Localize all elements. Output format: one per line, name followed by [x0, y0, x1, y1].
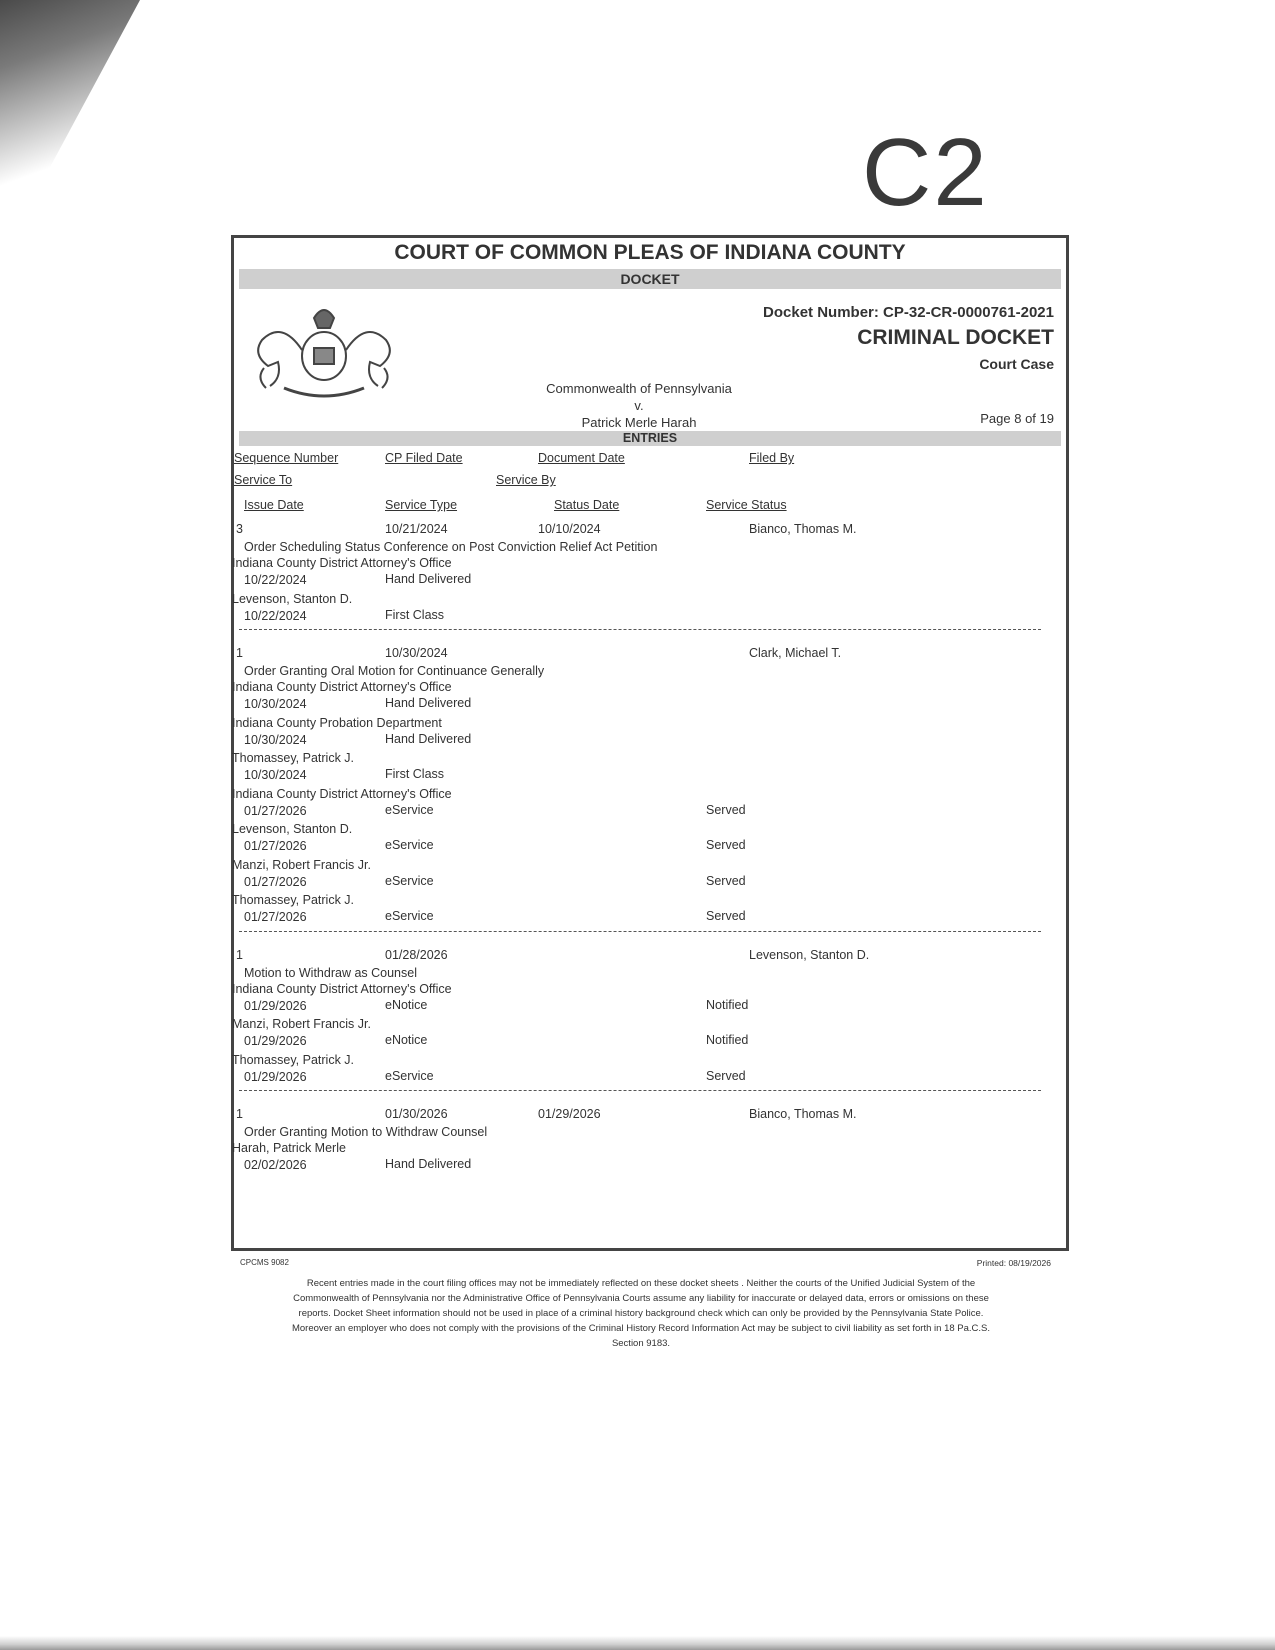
service-status: Notified	[706, 1033, 749, 1047]
disclaimer: Recent entries made in the court filing offices may not be immediately reflected on these docket sheets . Neither the courts of the Unified Judicial System of the Commonwealth of Pennsylvania nor the Administrative Office of Pennsylvania Courts assume any liability for inaccurate or delayed data, errors or omissions on these reports. Docket Sheet information should not be used in place of a criminal history background check which can only be provided by the Pennsylvania State Police. Moreover an employer who does not comply with the provisions of the Criminal History Record Information Act may be subject to civil liability as set forth in 18 Pa.C.S. Section 9183.	[291, 1278, 991, 1349]
service-to: Manzi, Robert Francis Jr.	[232, 857, 371, 872]
entry-filed-by: Bianco, Thomas M.	[749, 1107, 857, 1121]
service-type: Hand Delivered	[385, 696, 472, 710]
service-to: Manzi, Robert Francis Jr.	[232, 1017, 371, 1031]
pennsylvania-seal-icon	[244, 298, 404, 398]
entry-separator	[239, 931, 1041, 932]
docket-type: CRIMINAL DOCKET	[857, 326, 1054, 349]
service-type: First Class	[385, 607, 445, 622]
service-type: Hand Delivered	[385, 1157, 472, 1171]
service-issue-date: 10/30/2024	[244, 732, 307, 747]
service-to: Levenson, Stanton D.	[232, 591, 353, 606]
exhibit-label: C2	[862, 119, 989, 226]
service-to: Levenson, Stanton D.	[232, 822, 353, 836]
entry-description: Order Granting Motion to Withdraw Counsel	[244, 1125, 488, 1139]
scan-edge	[0, 1636, 1275, 1650]
header-status-date: Status Date	[554, 498, 620, 512]
service-type: eNotice	[385, 1033, 428, 1047]
service-status: Served	[706, 873, 746, 888]
service-to: Thomassey, Patrick J.	[232, 1052, 355, 1067]
entry-sequence-number: 1	[236, 947, 243, 962]
service-issue-date: 10/22/2024	[244, 608, 307, 623]
page-indicator: Page 8 of 19	[980, 411, 1054, 426]
header-service-by: Service By	[496, 473, 556, 487]
service-to: Indiana County District Attorney's Office	[232, 680, 452, 694]
header-service-status: Service Status	[706, 498, 787, 512]
service-issue-date: 01/29/2026	[244, 998, 307, 1013]
header-service-type: Service Type	[385, 498, 458, 512]
service-to: Indiana County District Attorney's Office	[232, 786, 452, 801]
service-issue-date: 01/27/2026	[244, 910, 307, 924]
service-to: Indiana County District Attorney's Office	[232, 981, 452, 996]
printed-date: Printed: 08/19/2026	[976, 1258, 1051, 1268]
entry-description: Motion to Withdraw as Counsel	[244, 965, 417, 980]
service-status: Served	[706, 909, 746, 923]
docket-band: DOCKET	[239, 269, 1061, 289]
docket-sheet	[231, 235, 1069, 1251]
entry-cp-filed-date: 10/30/2024	[385, 646, 448, 660]
docket-number: Docket Number: CP-32-CR-0000761-2021	[763, 304, 1054, 321]
entry-document-date: 10/10/2024	[538, 522, 601, 536]
service-type: eService	[385, 802, 434, 817]
service-to: Thomassey, Patrick J.	[232, 893, 355, 907]
case-type: Court Case	[979, 356, 1054, 372]
scan-shadow	[0, 0, 140, 260]
header-filed-by: Filed By	[749, 451, 795, 465]
entry-filed-by: Clark, Michael T.	[749, 646, 842, 660]
entry-cp-filed-date: 01/28/2026	[385, 947, 448, 962]
entry-sequence-number: 1	[236, 646, 243, 660]
service-to: Indiana County District Attorney's Office	[232, 556, 452, 570]
service-issue-date: 01/27/2026	[244, 803, 307, 818]
service-issue-date: 01/29/2026	[244, 1069, 307, 1084]
service-issue-date: 01/29/2026	[244, 1034, 307, 1048]
service-type: First Class	[385, 767, 445, 781]
entry-cp-filed-date: 01/30/2026	[385, 1107, 448, 1121]
service-issue-date: 02/02/2026	[244, 1158, 307, 1172]
header-service-to: Service To	[234, 473, 293, 487]
service-type: eService	[385, 909, 434, 923]
service-issue-date: 10/30/2024	[244, 697, 307, 711]
service-type: eNotice	[385, 997, 428, 1012]
service-type: eService	[385, 838, 434, 852]
service-to: Thomassey, Patrick J.	[232, 751, 355, 765]
service-type: Hand Delivered	[385, 731, 472, 746]
header-document-date: Document Date	[538, 451, 625, 465]
entries-band: ENTRIES	[239, 431, 1061, 446]
service-type: eService	[385, 1068, 434, 1083]
entry-separator	[239, 629, 1041, 630]
entry-cp-filed-date: 10/21/2024	[385, 522, 448, 536]
entry-sequence-number: 1	[236, 1107, 243, 1121]
caption-defendant: Patrick Merle Harah	[581, 415, 697, 430]
service-status: Served	[706, 838, 746, 852]
service-status: Served	[706, 802, 746, 817]
service-status: Notified	[706, 997, 749, 1012]
entry-filed-by: Levenson, Stanton D.	[749, 947, 870, 962]
entry-document-date: 01/29/2026	[538, 1107, 601, 1121]
entry-description: Order Scheduling Status Conference on Post Conviction Relief Act Petition	[244, 540, 658, 554]
service-to: Harah, Patrick Merle	[232, 1141, 346, 1155]
court-title: COURT OF COMMON PLEAS OF INDIANA COUNTY	[394, 241, 906, 264]
header-cp-filed-date: CP Filed Date	[385, 451, 463, 465]
service-issue-date: 10/30/2024	[244, 768, 307, 782]
header-issue-date: Issue Date	[244, 498, 304, 512]
service-to: Indiana County Probation Department	[232, 715, 442, 730]
entry-filed-by: Bianco, Thomas M.	[749, 522, 857, 536]
service-issue-date: 01/27/2026	[244, 874, 307, 889]
service-status: Served	[706, 1068, 746, 1083]
entry-separator	[239, 1090, 1041, 1091]
caption-plaintiff: Commonwealth of Pennsylvania	[546, 381, 732, 396]
entry-description: Order Granting Oral Motion for Continuance Generally	[244, 664, 545, 678]
caption-versus: v.	[634, 398, 644, 413]
service-type: eService	[385, 873, 434, 888]
form-id: CPCMS 9082	[240, 1258, 289, 1267]
service-type: Hand Delivered	[385, 572, 472, 586]
service-issue-date: 01/27/2026	[244, 839, 307, 853]
header-sequence-number: Sequence Number	[234, 451, 339, 465]
entry-sequence-number: 3	[236, 522, 243, 536]
service-issue-date: 10/22/2024	[244, 573, 307, 587]
